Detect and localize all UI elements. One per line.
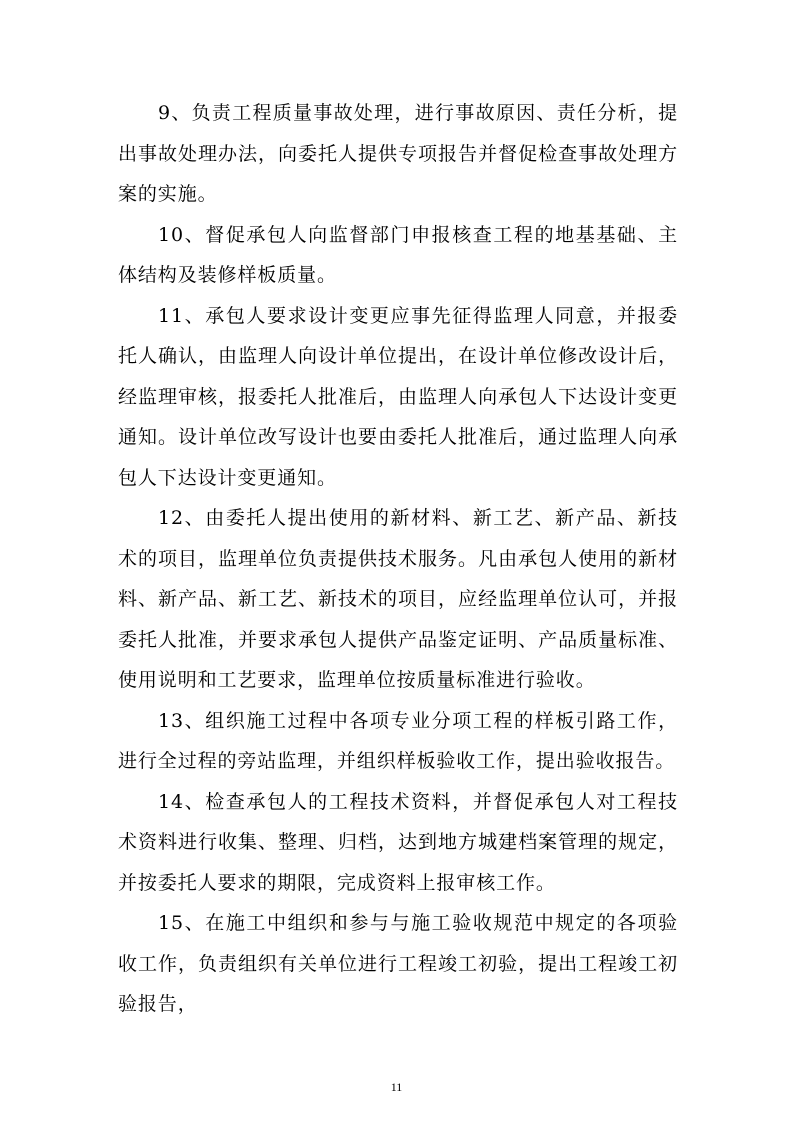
paragraph-item-9: 9、负责工程质量事故处理，进行事故原因、责任分析，提出事故处理办法，向委托人提供专项报告并督促检查事故处理方案的实施。 xyxy=(118,102,678,205)
paragraph-item-15: 15、在施工中组织和参与与施工验收规范中规定的各项验收工作，负责组织有关单位进行工程竣工初验，提出工程竣工初验报告， xyxy=(118,912,678,1015)
paragraph-item-14: 14、检查承包人的工程技术资料，并督促承包人对工程技术资料进行收集、整理、归档，达到地方城建档案管理的规定，并按委托人要求的期限，完成资料上报审核工作。 xyxy=(118,790,678,894)
paragraph-item-10: 10、督促承包人向监督部门申报核查工程的地基基础、主体结构及装修样板质量。 xyxy=(118,223,678,286)
paragraph-item-13: 13、组织施工过程中各项专业分项工程的样板引路工作，进行全过程的旁站监理，并组织样板验收工作，提出验收报告。 xyxy=(118,709,678,772)
paragraph-item-12: 12、由委托人提出使用的新材料、新工艺、新产品、新技术的项目，监理单位负责提供技术服务。凡由承包人使用的新材料、新产品、新工艺、新技术的项目，应经监理单位认可，并报委托人批准，并要求承包人提供产品鉴定证明、产品质量标准、使用说明和工艺要求，监理单位按质量标准进行验收。 xyxy=(118,507,678,691)
document-body xyxy=(118,93,678,1025)
paragraph-item-11: 11、承包人要求设计变更应事先征得监理人同意，并报委托人确认，由监理人向设计单位提出，在设计单位修改设计后，经监理审核，报委托人批准后，由监理人向承包人下达设计变更通知。设计单位改写设计也要由委托人批准后，通过监理人向承包人下达设计变更通知。 xyxy=(118,304,678,489)
page-number: 11 xyxy=(390,1080,403,1094)
